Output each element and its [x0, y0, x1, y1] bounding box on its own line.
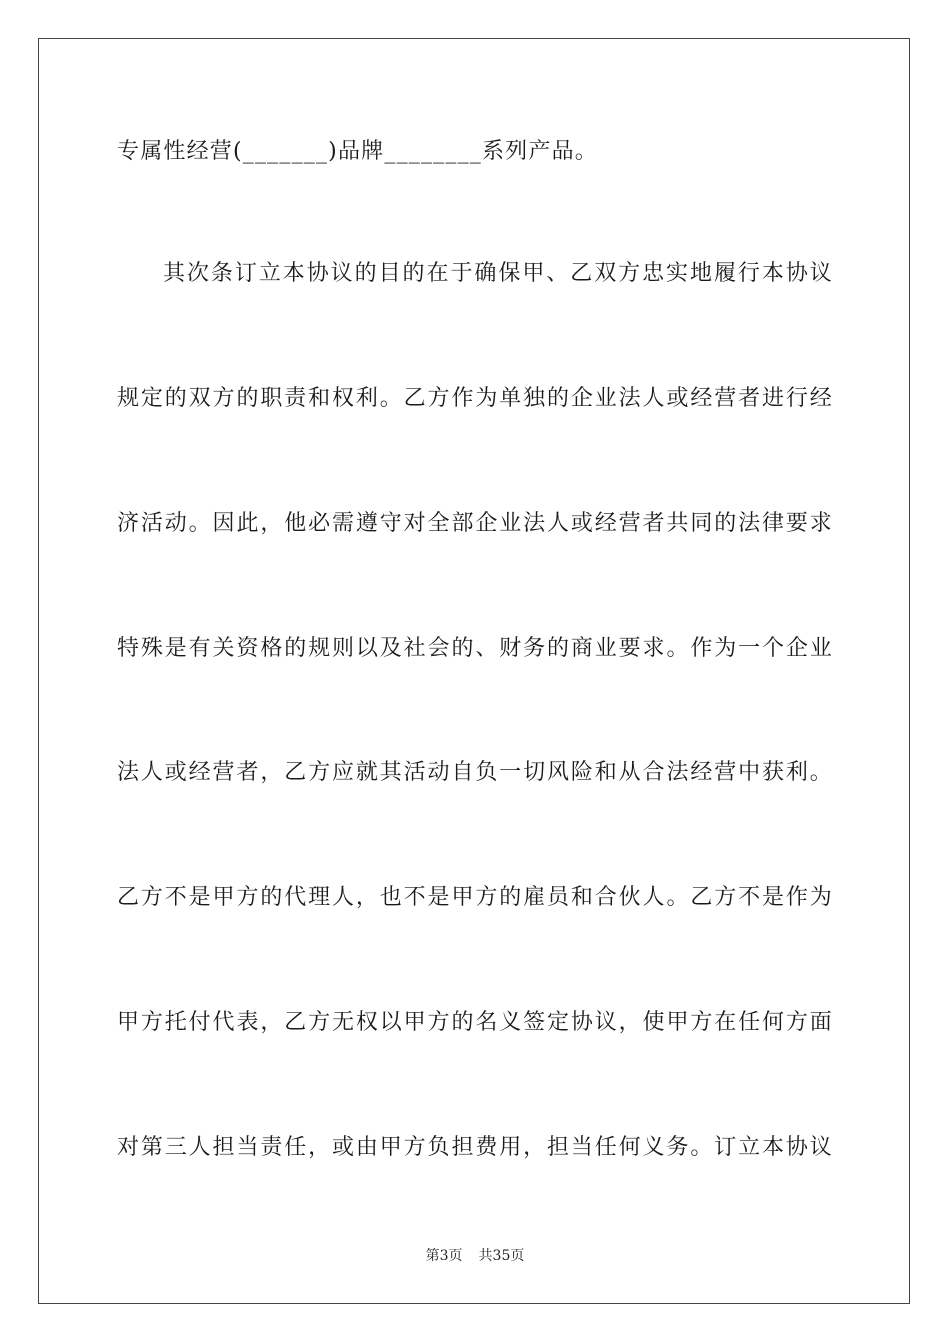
text-line-5: 特殊是有关资格的规则以及社会的、财务的商业要求。作为一个企业: [117, 636, 833, 661]
paragraph-first-line: 其次条订立本协议的目的在于确保甲、乙双方忠实地履行本协议: [163, 261, 833, 286]
text-line-3: 规定的双方的职责和权利。乙方作为单独的企业法人或经营者进行经: [117, 386, 833, 411]
page-number: 第3页: [425, 1248, 463, 1264]
total-pages: 共35页: [478, 1248, 525, 1264]
text-line-4: 济活动。因此，他必需遵守对全部企业法人或经营者共同的法律要求: [117, 511, 833, 536]
text-line-8: 甲方托付代表，乙方无权以甲方的名义签定协议，使甲方在任何方面: [117, 1010, 833, 1035]
page-footer: [0, 1246, 950, 1266]
text-line-6: 法人或经营者，乙方应就其活动自负一切风险和从合法经营中获利。: [117, 760, 833, 785]
text-line-9: 对第三人担当责任，或由甲方负担费用，担当任何义务。订立本协议: [117, 1135, 833, 1160]
text-line-7: 乙方不是甲方的代理人，也不是甲方的雇员和合伙人。乙方不是作为: [117, 885, 833, 910]
text-line-1: 专属性经营(_______)品牌________系列产品。: [117, 139, 598, 164]
page-border: [38, 38, 910, 1304]
